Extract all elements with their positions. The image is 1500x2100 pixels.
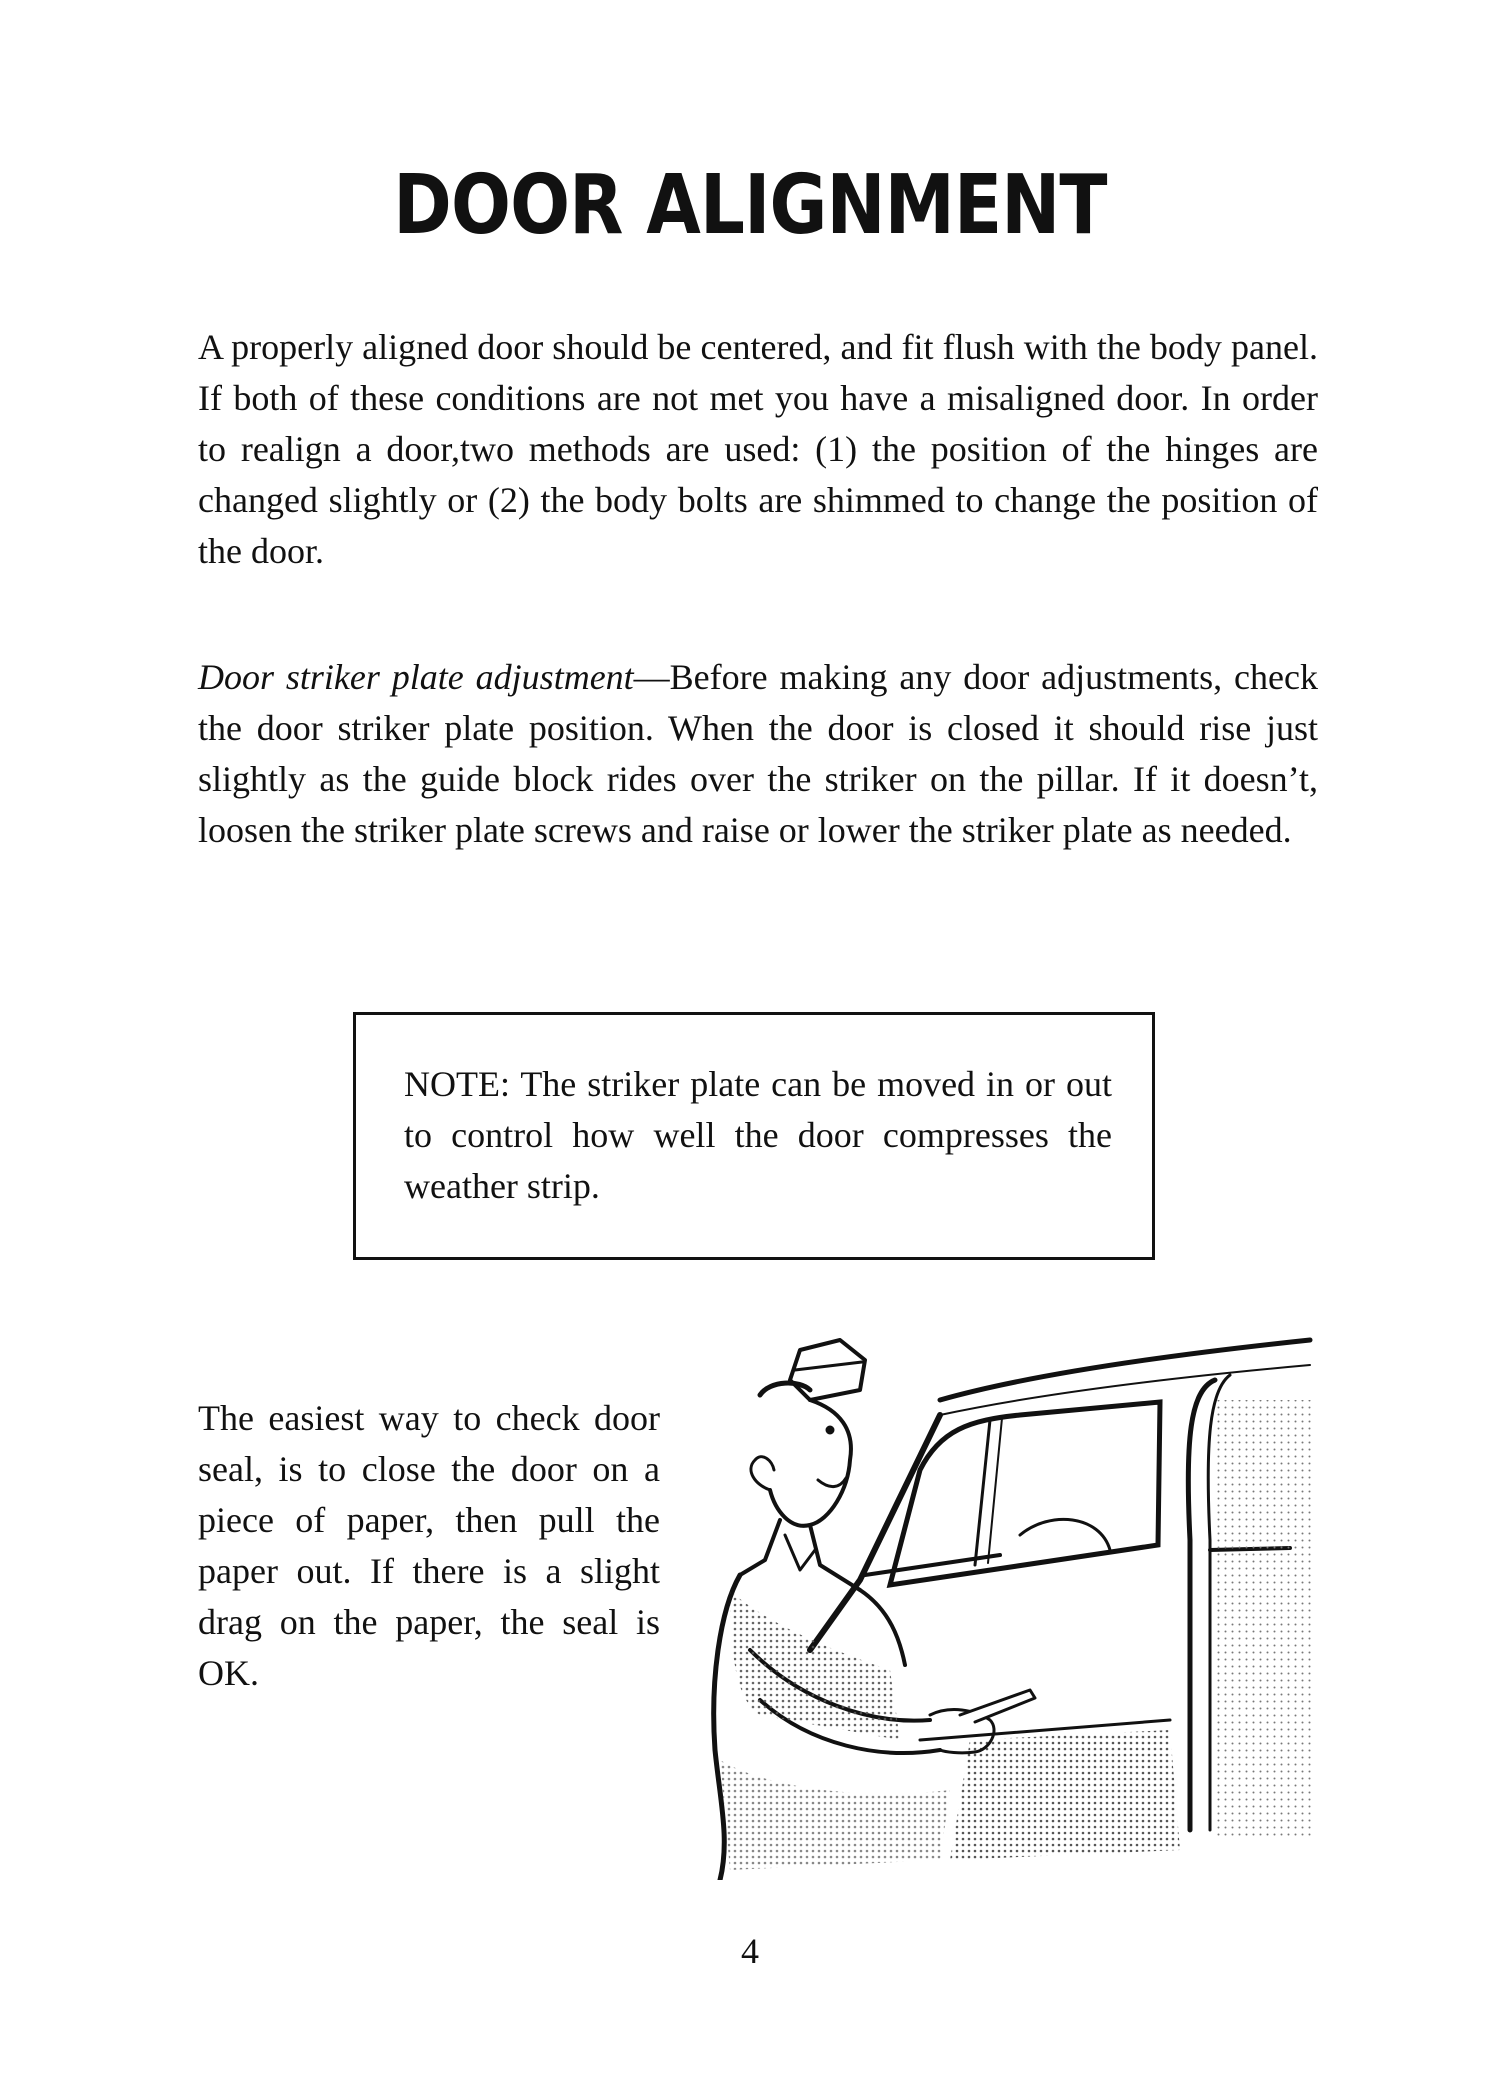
shirt-shading: [730, 1590, 900, 1740]
intro-paragraph: A properly aligned door should be centered, and fit flush with the body panel. If both of these conditions are not met you have a misaligned door. In order to realign a door,two methods are used: (1) the position of the hinges are changed slightly or (2) the body bolts are shimmed to change the position of the door.: [198, 327, 1318, 571]
striker-plate-body: Before making any door adjustments, check the door striker plate position. When the door is closed it should rise just slightly as the guide block rides over the striker on the pillar. If it doesn’t, loosen the striker plate screws and raise or lower the striker plate as needed.: [198, 657, 1318, 850]
torso-shading: [720, 1760, 950, 1870]
page-title: DOOR ALIGNMENT: [393, 158, 1107, 253]
em-dash: —: [633, 657, 670, 697]
striker-plate-paragraph: [198, 652, 1318, 856]
door-seal-tip: The easiest way to check door seal, is to close the door on a piece of paper, then pull the paper out. If there is a slight drag on the paper, the seal is OK.: [198, 1398, 660, 1693]
note-text: NOTE: The striker plate can be moved in or out to control how well the door compresses the weather strip.: [404, 1064, 1112, 1206]
door-shading: [1215, 1400, 1315, 1840]
note-box: [353, 1012, 1155, 1260]
striker-plate-heading: Door striker plate adjustment: [198, 657, 634, 697]
mechanic-checking-door-illustration: [690, 1320, 1320, 1880]
page-number: 4: [741, 1931, 759, 1971]
